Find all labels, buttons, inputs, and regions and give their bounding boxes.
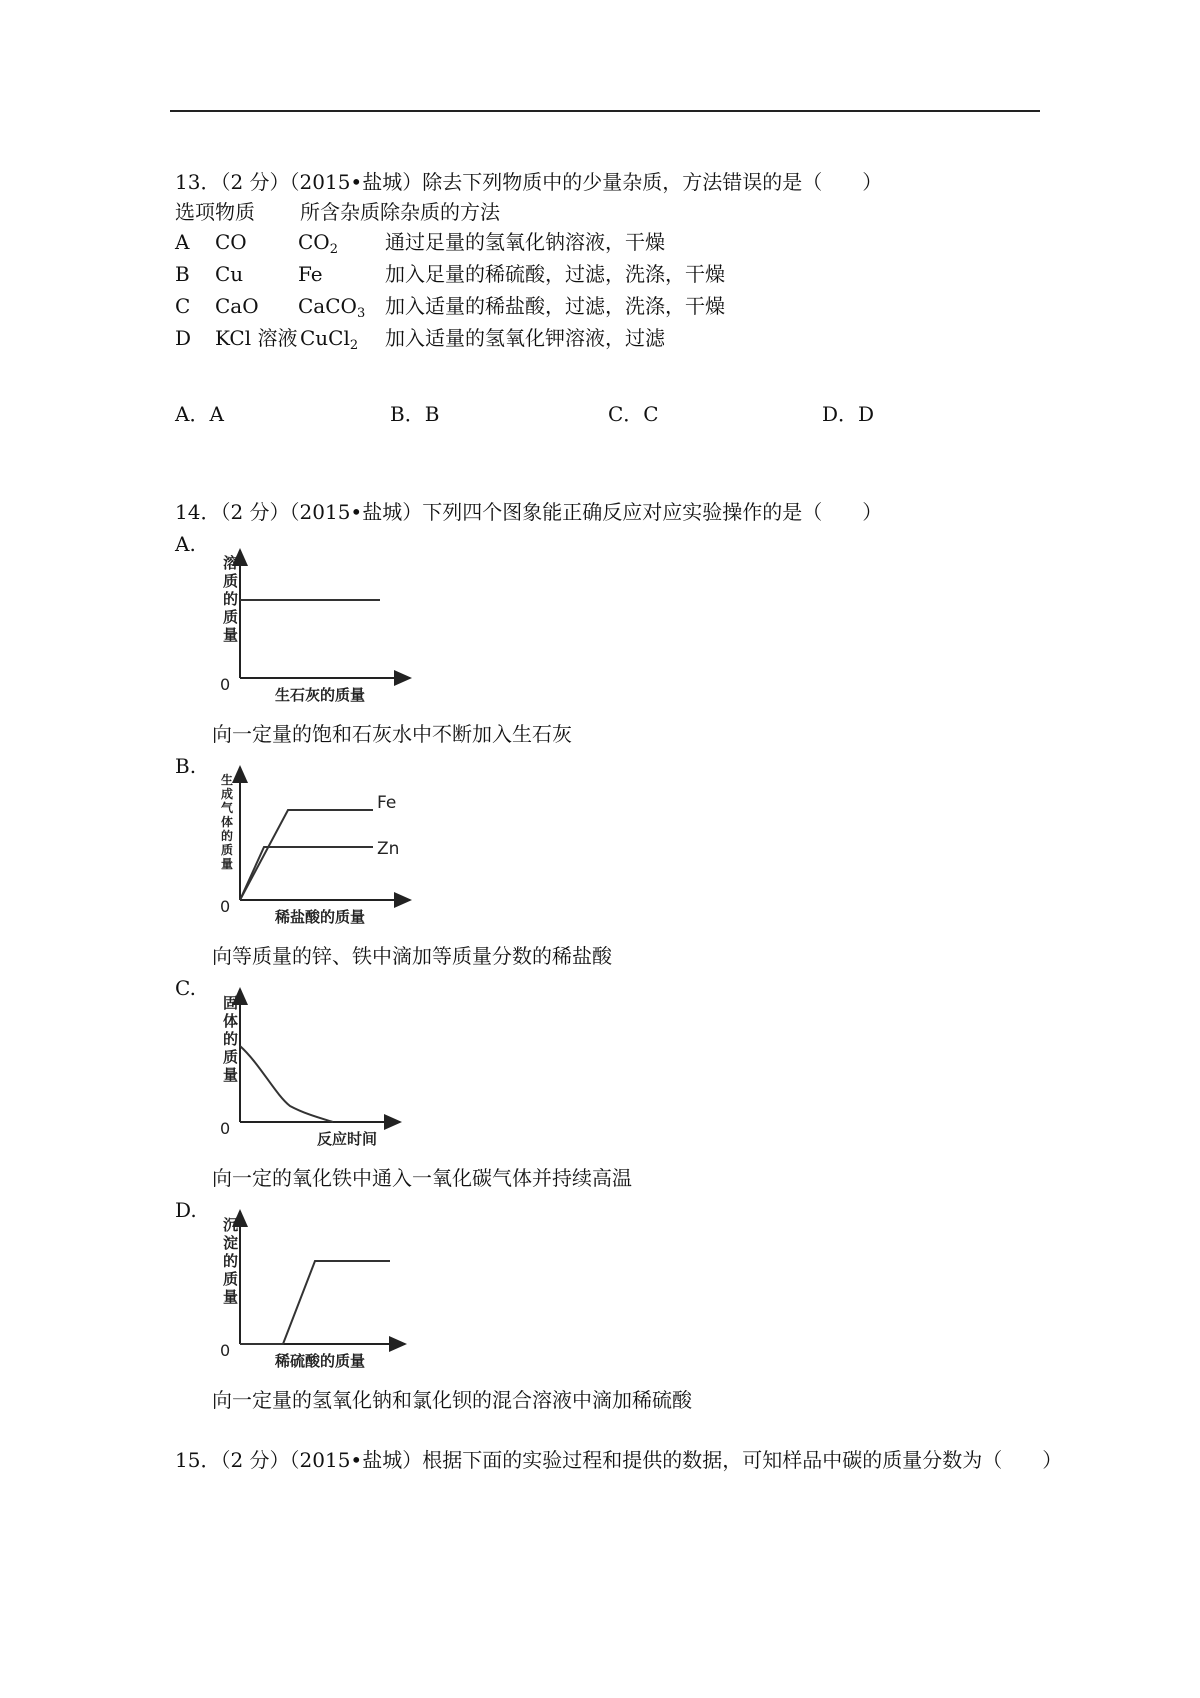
y-label-char: 的: [221, 829, 234, 843]
q13-answer-a[interactable]: A．A: [175, 402, 224, 426]
curve-label-zn: Zn: [377, 839, 400, 859]
row-substance: KCl 溶液: [215, 326, 298, 350]
q13-answer-c[interactable]: C．C: [608, 402, 659, 426]
row-option: B: [175, 262, 190, 286]
y-label-char: 体: [221, 815, 234, 829]
y-label-char: 的: [223, 1030, 239, 1048]
y-label-char: 质: [223, 608, 239, 626]
y-label-char: 量: [221, 857, 234, 871]
q13-answer-d[interactable]: D．D: [822, 402, 875, 426]
y-label-char: 气: [221, 801, 234, 815]
q13-header-col1: 选项物质: [175, 200, 255, 224]
curve-label-fe: Fe: [377, 793, 397, 813]
row-option: D: [175, 326, 192, 350]
q14-option-b-caption: 向等质量的锌、铁中滴加等质量分数的稀盐酸: [212, 944, 612, 968]
row-impurity: $CO_2$: [298, 230, 338, 257]
y-label-char: 生: [221, 773, 234, 787]
row-option: A: [175, 230, 190, 254]
row-method: 通过足量的氢氧化钠溶液，干燥: [385, 230, 665, 254]
row-impurity: Fe: [298, 262, 323, 286]
row-impurity: CuCl$_2$: [300, 326, 359, 353]
q14-option-c-caption: 向一定的氧化铁中通入一氧化碳气体并持续高温: [212, 1166, 632, 1190]
q13-header-col2: 所含杂质除杂质的方法: [300, 200, 500, 224]
q15-title: 15．（2 分）（2015•盐城）根据下面的实验过程和提供的数据，可知样品中碳的质量分数为（ ）: [175, 1448, 1063, 1472]
row-method: 加入足量的稀硫酸，过滤，洗涤，干燥: [385, 262, 725, 286]
origin-label: 0: [220, 1119, 231, 1138]
row-method: 加入适量的氢氧化钾溶液，过滤: [385, 326, 665, 350]
y-label-char: 质: [223, 1270, 239, 1288]
y-label-char: 质: [223, 1048, 239, 1066]
q14-option-d-letter[interactable]: D.: [175, 1198, 197, 1222]
y-label-char: 量: [223, 1066, 239, 1084]
q13-answer-b[interactable]: B．B: [390, 402, 440, 426]
y-label-char: 淀: [223, 1234, 239, 1252]
q14-option-d-caption: 向一定量的氢氧化钠和氯化钡的混合溶液中滴加稀硫酸: [212, 1388, 692, 1412]
q14-option-b-letter[interactable]: B.: [175, 754, 197, 778]
q14-option-c-graph: [205, 984, 425, 1154]
row-impurity: CaCO$_3$: [298, 294, 366, 321]
x-axis-label: 稀硫酸的质量: [275, 1352, 366, 1370]
origin-label: 0: [220, 897, 231, 916]
x-axis-label: 生石灰的质量: [275, 686, 366, 704]
y-label-char: 沉: [223, 1216, 239, 1234]
q14-option-a-letter[interactable]: A.: [175, 532, 196, 556]
q14-option-c-letter[interactable]: C.: [175, 976, 196, 1000]
header-rule: [170, 110, 1040, 112]
series-line: [240, 1046, 333, 1122]
row-option: C: [175, 294, 191, 318]
q13-title: 13．（2 分）（2015•盐城）除去下列物质中的少量杂质，方法错误的是（ ）: [175, 170, 883, 194]
x-axis-label: 反应时间: [317, 1130, 378, 1148]
origin-label: 0: [220, 675, 231, 694]
row-substance: Cu: [215, 262, 244, 286]
q14-option-a-graph: [205, 540, 425, 710]
y-label-char: 质: [221, 843, 234, 857]
q14-option-d-graph: [205, 1206, 425, 1376]
x-axis-label: 稀盐酸的质量: [275, 908, 366, 926]
y-label-char: 溶: [223, 554, 239, 572]
row-substance: CaO: [215, 294, 259, 318]
y-label-char: 质: [223, 572, 239, 590]
series-line-zn: [240, 847, 373, 900]
y-label-char: 体: [223, 1012, 239, 1030]
y-label-char: 量: [223, 1288, 239, 1306]
row-method: 加入适量的稀盐酸，过滤，洗涤，干燥: [385, 294, 725, 318]
q14-option-b-graph: [205, 762, 425, 932]
y-label-char: 量: [223, 626, 239, 644]
y-label-char: 固: [223, 994, 239, 1012]
origin-label: 0: [220, 1341, 231, 1360]
row-substance: CO: [215, 230, 247, 254]
y-label-char: 成: [221, 787, 234, 801]
series-line: [240, 1261, 390, 1344]
y-label-char: 的: [223, 590, 239, 608]
q14-option-a-caption: 向一定量的饱和石灰水中不断加入生石灰: [212, 722, 572, 746]
y-label-char: 的: [223, 1252, 239, 1270]
q14-title: 14．（2 分）（2015•盐城）下列四个图象能正确反应对应实验操作的是（ ）: [175, 500, 883, 524]
